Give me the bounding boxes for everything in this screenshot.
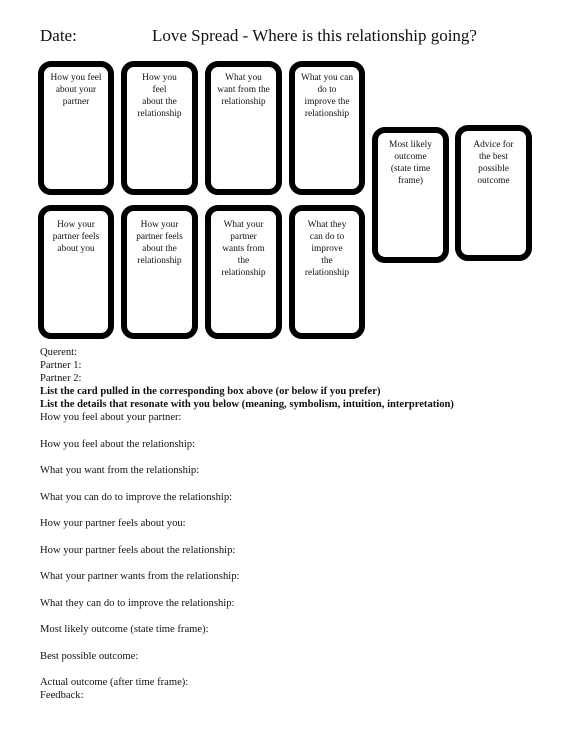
card-label: What you want from the relationship bbox=[217, 73, 270, 107]
card-want-from-relationship bbox=[205, 61, 282, 195]
prompt-best-possible-outcome: Best possible outcome: bbox=[40, 650, 139, 662]
partner2-label: Partner 2: bbox=[40, 373, 82, 384]
instruction-details: List the details that resonate with you below (meaning, symbolism, intuition, interpretation) bbox=[40, 399, 454, 410]
card-partner-feels-about-relationship bbox=[121, 205, 198, 339]
partner1-label: Partner 1: bbox=[40, 360, 82, 371]
card-they-can-improve bbox=[289, 205, 365, 339]
card-label: How your partner feels about the relationship bbox=[136, 220, 183, 266]
feedback-label: Feedback: bbox=[40, 690, 84, 701]
worksheet bbox=[40, 346, 540, 702]
card-label: How you feel about your partner bbox=[50, 73, 102, 107]
date-label: Date: bbox=[40, 26, 77, 45]
card-label: What you can do to improve the relationship bbox=[300, 73, 354, 119]
card-label: How you feel about the relationship bbox=[137, 73, 182, 119]
prompt-feel-about-partner: How you feel about your partner: bbox=[40, 412, 182, 423]
card-advice-best-outcome bbox=[455, 125, 532, 261]
prompt-partner-wants: What your partner wants from the relationship: bbox=[40, 571, 240, 582]
card-you-can-improve bbox=[289, 61, 365, 195]
prompt-partner-feels-about-relationship: How your partner feels about the relationship: bbox=[40, 544, 236, 556]
prompt-want-from-relationship: What you want from the relationship: bbox=[40, 465, 200, 476]
querent-label: Querent: bbox=[40, 347, 78, 358]
card-partner-wants bbox=[205, 205, 282, 339]
card-feel-about-relationship bbox=[121, 61, 198, 195]
prompt-they-can-improve: What they can do to improve the relationship: bbox=[40, 597, 235, 609]
card-most-likely-outcome bbox=[372, 127, 449, 263]
card-label: Advice for the best possible outcome bbox=[473, 140, 514, 186]
card-label: What they can do to improve the relationship bbox=[304, 220, 350, 278]
card-partner-feels-about-you bbox=[38, 205, 114, 339]
prompt-partner-feels-about-you: How your partner feels about you: bbox=[40, 518, 186, 529]
prompt-feel-about-relationship: How you feel about the relationship: bbox=[40, 438, 196, 450]
instruction-card-pulled: List the card pulled in the corresponding box above (or below if you prefer) bbox=[40, 386, 381, 397]
prompt-you-can-improve: What you can do to improve the relationship: bbox=[40, 491, 233, 503]
prompt-most-likely-outcome: Most likely outcome (state time frame): bbox=[40, 624, 209, 635]
card-label: What your partner wants from the relationship bbox=[221, 220, 266, 278]
card-label: How your partner feels about you bbox=[52, 220, 100, 254]
card-feel-about-partner bbox=[38, 61, 114, 195]
page-title: Love Spread - Where is this relationship going? bbox=[152, 26, 477, 45]
card-label: Most likely outcome (state time frame) bbox=[389, 140, 432, 186]
prompt-actual-outcome: Actual outcome (after time frame): bbox=[40, 677, 189, 688]
